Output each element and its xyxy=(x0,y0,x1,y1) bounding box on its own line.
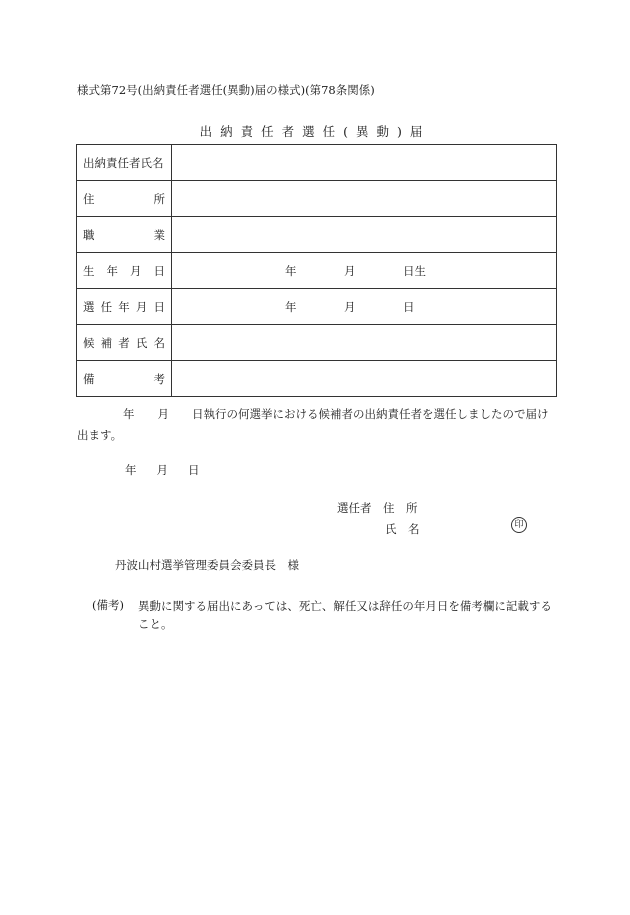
form-table xyxy=(76,144,557,397)
label-address: 住 所 xyxy=(77,181,172,217)
label-occupation: 職 業 xyxy=(77,217,172,253)
field-remarks[interactable] xyxy=(172,361,557,397)
addressee: 丹波山村選挙管理委員会委員長 様 xyxy=(115,558,299,572)
seal-mark: 印 xyxy=(511,517,527,533)
field-address[interactable] xyxy=(172,181,557,217)
note-text: 異動に関する届出にあっては、死亡、解任又は辞任の年月日を備考欄に記載すること。 xyxy=(138,599,552,631)
field-occupation[interactable] xyxy=(172,217,557,253)
row-appointment-date xyxy=(77,289,557,325)
row-address xyxy=(77,181,557,217)
field-birthdate[interactable]: 年 月 日生 xyxy=(172,253,557,289)
form-number-header: 様式第72号(出納責任者選任(異動)届の様式)(第78条関係) xyxy=(77,83,375,97)
note-label: (備考) xyxy=(92,598,124,612)
submitter-name-label: 氏 名 xyxy=(385,522,420,536)
field-candidate-name[interactable] xyxy=(172,325,557,361)
submitter-address-label: 選任者 住 所 xyxy=(337,501,418,515)
row-birthdate xyxy=(77,253,557,289)
field-treasurer-name[interactable] xyxy=(172,145,557,181)
submission-date: 年 月 日 xyxy=(125,463,200,477)
label-candidate-name: 候 補 者 氏 名 xyxy=(77,325,172,361)
label-birthdate: 生 年 月 日 xyxy=(77,253,172,289)
label-treasurer-name: 出納責任者氏名 xyxy=(77,145,172,181)
row-candidate-name xyxy=(77,325,557,361)
label-remarks: 備 考 xyxy=(77,361,172,397)
label-appointment-date: 選 任 年 月 日 xyxy=(77,289,172,325)
declaration-statement: 年 月 日執行の何選挙における候補者の出納責任者を選任しましたので届け出ます。 xyxy=(77,407,549,442)
field-appointment-date[interactable]: 年 月 日 xyxy=(172,289,557,325)
row-treasurer-name xyxy=(77,145,557,181)
row-occupation xyxy=(77,217,557,253)
row-remarks xyxy=(77,361,557,397)
document-title: 出納責任者選任(異動)届 xyxy=(199,124,431,139)
